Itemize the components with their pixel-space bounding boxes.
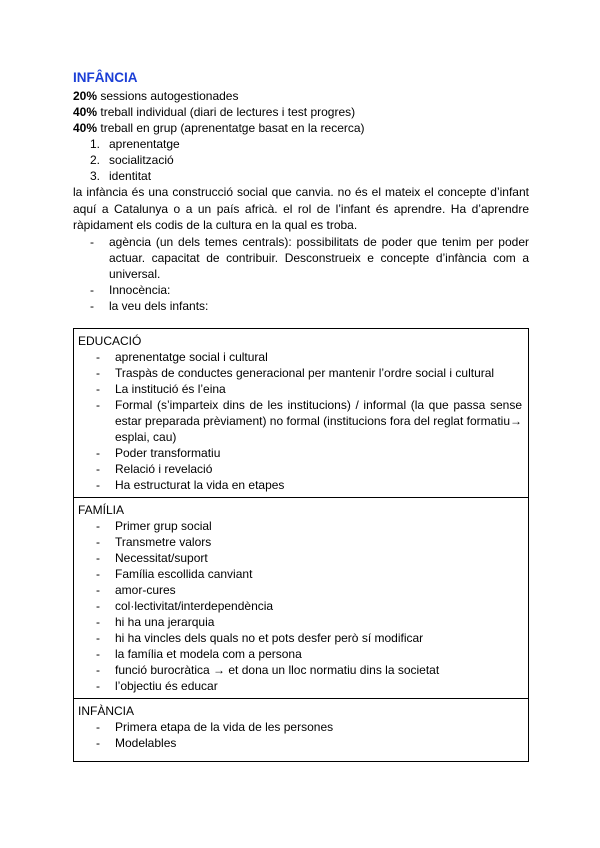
list-text: Relació i revelació [115,462,213,476]
list-item [78,646,524,662]
weight-text: treball en grup (aprenentatge basat en la recerca) [97,121,365,135]
dash-list [73,234,529,314]
dash-marker: - [96,647,100,661]
section-list [78,518,524,694]
list-text: agència (un dels temes centrals): possibilitats de poder que tenim per poder actuar. capacitat de contribuir. Desconstrueix e concepte d’infància com a universal. [109,234,529,281]
document-body [73,68,529,314]
list-item [78,534,524,550]
list-item [78,582,524,598]
list-text: Poder transformatiu [115,446,221,460]
list-number: 2. [90,153,101,167]
list-item [78,349,524,365]
section-list [78,719,524,751]
table-section-infancia [74,699,528,761]
dash-marker: - [96,382,100,396]
list-text: Traspàs de conductes generacional per mantenir l’ordre social i cultural [115,366,495,380]
list-text: la família et modela com a persona [115,647,302,661]
list-text: hi ha vincles dels quals no et pots desfer però sí modificar [115,631,424,645]
dash-marker: - [96,535,100,549]
section-heading: INFÀNCIA [78,704,135,718]
list-text: aprenentatge [109,137,180,151]
section-heading: FAMÍLIA [78,503,125,517]
dash-marker: - [96,478,100,492]
list-item [78,381,524,397]
list-text: Família escollida canviant [115,567,253,581]
weight-line [73,120,529,136]
weight-line [73,88,529,104]
dash-marker: - [96,720,100,734]
list-item [78,598,524,614]
list-item [78,735,524,751]
list-text: Innocència: [109,282,171,297]
concepts-table [73,328,529,762]
dash-marker: - [90,298,94,313]
list-text: Ha estructurat la vida en etapes [115,478,285,492]
dash-marker: - [96,350,100,364]
list-text: amor-cures [115,583,176,597]
weight-percent: 20% [73,89,98,103]
list-item [78,477,524,493]
list-text: La institució és l’eina [115,382,226,396]
list-item [78,662,524,678]
list-item [78,550,524,566]
list-text: Formal (s’imparteix dins de les institucions) / informal (la que passa sense estar preparada prèviament) no formal (institucions fora del reglat formatiu→ esplai, cau) [115,398,522,444]
list-text: aprenentatge social i cultural [115,350,268,364]
list-text: Modelables [115,736,177,750]
list-item [73,298,529,314]
list-item [78,461,524,477]
list-text: Necessitat/suport [115,551,208,565]
weight-line [73,104,529,120]
dash-marker: - [96,519,100,533]
list-item [73,152,529,168]
dash-marker: - [96,631,100,645]
list-text: identitat [109,169,152,183]
list-text: Primera etapa de la vida de les persones [115,720,334,734]
dash-marker: - [96,551,100,565]
weights-list [73,88,529,136]
list-item [78,566,524,582]
page-title: INFÂNCIA [73,70,138,85]
list-item [78,365,524,381]
dash-marker: - [96,583,100,597]
list-number: 3. [90,169,101,183]
table-section-educacio [74,329,528,498]
table-section-familia [74,498,528,699]
list-text: la veu dels infants: [109,298,209,313]
list-text: Transmetre valors [115,535,212,549]
dash-marker: - [96,663,100,677]
section-heading: EDUCACIÓ [78,334,142,348]
list-text: hi ha una jerarquia [115,615,215,629]
numbered-list [73,136,529,184]
dash-marker: - [96,462,100,476]
dash-marker: - [96,599,100,613]
list-item [78,678,524,694]
list-item [78,614,524,630]
list-item [78,445,524,461]
dash-marker: - [90,234,94,249]
dash-marker: - [90,282,94,297]
list-item [73,168,529,184]
dash-marker: - [96,398,100,412]
dash-marker: - [96,615,100,629]
list-item [73,234,529,282]
dash-marker: - [96,736,100,750]
list-item [78,518,524,534]
list-item [78,630,524,646]
list-text: col·lectivitat/interdependència [115,599,274,613]
list-text: l’objectiu és educar [115,679,218,693]
dash-marker: - [96,446,100,460]
list-item [78,719,524,735]
list-number: 1. [90,137,101,151]
list-text: funció burocràtica → et dona un lloc normatiu dins la societat [115,663,440,677]
weight-percent: 40% [73,105,98,119]
weight-text: sessions autogestionades [97,89,239,103]
section-list [78,349,524,493]
dash-marker: - [96,567,100,581]
list-item [73,282,529,298]
dash-marker: - [96,366,100,380]
list-text: socialització [109,153,174,167]
intro-paragraph: la infància és una construcció social que canvia. no és el mateix el concepte d’infant aquí a Catalunya o a un país africà. el rol de l’infant és aprendre. Ha d’aprendre ràpidament els codis de la cultura en la qual es troba. [73,185,529,232]
weight-text: treball individual (diari de lectures i test progres) [97,105,356,119]
list-item [73,136,529,152]
list-item [78,397,524,445]
weight-percent: 40% [73,121,98,135]
list-text: Primer grup social [115,519,212,533]
dash-marker: - [96,679,100,693]
